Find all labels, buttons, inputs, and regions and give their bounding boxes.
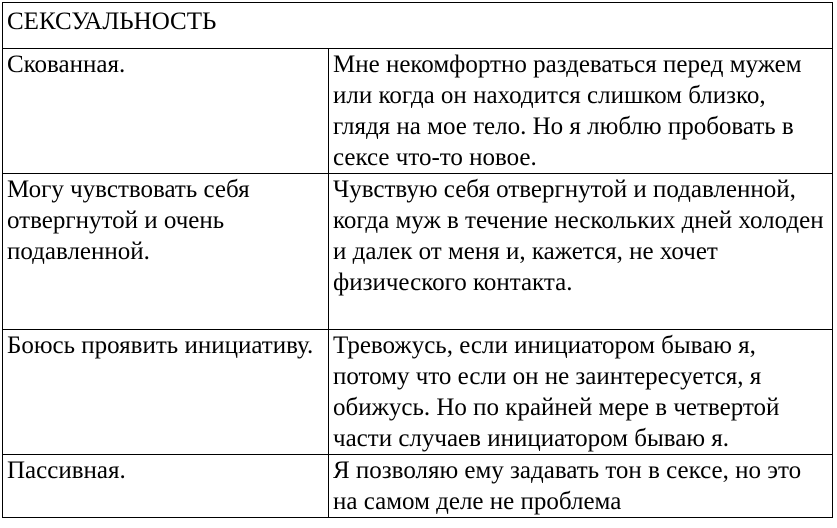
trait-cell: [3, 455, 329, 518]
description-cell: [329, 455, 833, 518]
description-cell: [329, 49, 833, 174]
trait-text: Боюсь проявить инициативу.: [7, 332, 314, 359]
section-title-cell: [3, 3, 833, 49]
trait-text: Могу чувствовать себя отвергнутой и очень подавленной.: [7, 176, 250, 265]
table-row: [3, 174, 833, 330]
description-text: Мне некомфортно раздеваться перед мужем или когда он находится слишком близко, глядя на мое тело. Но я люблю пробовать в сексе что-то новое.: [333, 51, 802, 171]
trait-text: Скованная.: [7, 51, 126, 78]
trait-cell: [3, 330, 329, 455]
trait-text: Пассивная.: [7, 457, 126, 484]
table-row: [3, 455, 833, 518]
description-text: Я позволяю ему задавать тон в сексе, но это на самом деле не проблема: [333, 457, 802, 515]
description-text: Тревожусь, если инициатором бываю я, потому что если он не заинтересуется, я обижусь. Но по крайней мере в четвертой части случаев инициатором бываю я.: [333, 332, 780, 452]
table-row: [3, 330, 833, 455]
table-row: [3, 49, 833, 174]
sexuality-table: [2, 2, 833, 518]
description-cell: [329, 330, 833, 455]
description-cell: [329, 174, 833, 330]
description-text: Чувствую себя отвергнутой и подавленной, когда муж в течение нескольких дней холоден и далек от меня и, кажется, не хочет физического контакта.: [333, 176, 824, 296]
trait-cell: [3, 49, 329, 174]
trait-cell: [3, 174, 329, 330]
table-header-row: [3, 3, 833, 49]
section-title: СЕКСУАЛЬНОСТЬ: [7, 8, 217, 35]
